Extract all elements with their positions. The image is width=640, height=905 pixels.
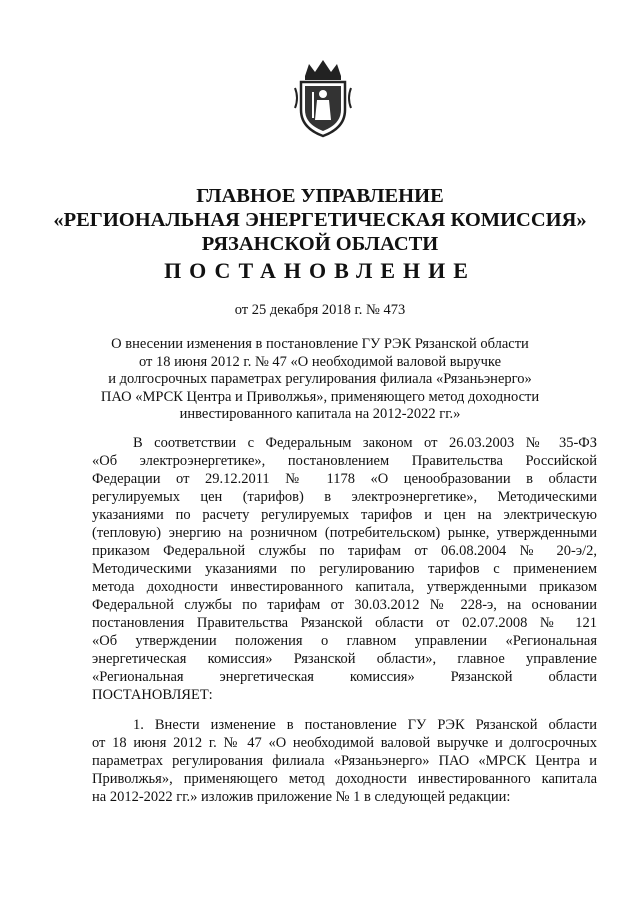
date-number: от 25 декабря 2018 г. № 473 (234, 302, 406, 318)
preamble-line: «Об электроэнергетике», постановлением Правительства Российской (92, 453, 597, 469)
preamble-line: Методическими указаниями по регулированию тарифов с применением (92, 561, 597, 577)
subject-line: и долгосрочных параметрах регулирования филиала «Рязаньэнерго» (108, 371, 532, 387)
document-subject (40, 336, 600, 424)
coat-of-arms-icon (291, 58, 355, 138)
preamble-line: В соответствии с Федеральным законом от 26.03.2003 № 35-ФЗ (133, 435, 597, 451)
preamble-line: приказом Федеральной службы по тарифам от 06.08.2004 № 20-э/2, (92, 543, 597, 559)
preamble-line: указаниями по расчету регулируемых тарифов и цен на электрическую (92, 507, 597, 523)
preamble-line: регулируемых цен (тарифов) в электроэнергетике», Методическими (92, 489, 597, 505)
item-line: 1. Внести изменение в постановление ГУ РЭК Рязанской области (133, 717, 597, 733)
org-line: «РЕГИОНАЛЬНАЯ ЭНЕРГЕТИЧЕСКАЯ КОМИССИЯ» (53, 209, 587, 231)
preamble-line: Федерации от 29.12.2011 № 1178 «О ценообразовании в области (92, 471, 597, 487)
preamble-line: (тепловую) энергию на розничном (потребительском) рынке, утвержденными (92, 525, 597, 541)
org-line: ГЛАВНОЕ УПРАВЛЕНИЕ (196, 185, 444, 207)
item-line: параметрах регулирования филиала «Рязаньэнерго» ПАО «МРСК Центра и (92, 753, 597, 769)
org-line: РЯЗАНСКОЙ ОБЛАСТИ (201, 233, 439, 255)
subject-line: ПАО «МРСК Центра и Приволжья», применяющего метод доходности (100, 388, 540, 405)
preamble-line: Федеральной службы по тарифам от 30.03.2012 № 228-э, на основании (92, 597, 597, 613)
organization-name (40, 184, 600, 256)
subject-line: от 18 июня 2012 г. № 47 «О необходимой валовой выручке (138, 353, 502, 370)
preamble-line: энергетическая комиссия» Рязанской области», главное управление (92, 651, 597, 667)
resolves-keyword: ПОСТАНОВЛЯЕТ: (92, 687, 213, 703)
preamble-line: постановления Правительства Рязанской области от 02.07.2008 № 121 (92, 615, 597, 631)
item-line: от 18 июня 2012 г. № 47 «О необходимой валовой выручке и долгосрочных (92, 735, 597, 751)
subject-line: инвестированного капитала на 2012-2022 гг.» (179, 406, 461, 422)
document-type: ПОСТАНОВЛЕНИЕ (164, 258, 476, 283)
preamble-line: метода доходности инвестированного капитала, утвержденными приказом (92, 579, 597, 595)
preamble-line: «Об утверждении положения о главном управлении «Региональная (92, 633, 597, 649)
item-line: на 2012-2022 гг.» изложив приложение № 1 в следующей редакции: (92, 789, 511, 805)
subject-line: О внесении изменения в постановление ГУ РЭК Рязанской области (111, 336, 529, 352)
preamble-line: «Региональная энергетическая комиссия» Рязанской области (92, 669, 597, 685)
item-line: Приволжья», применяющего метод доходности инвестированного капитала (92, 771, 597, 787)
